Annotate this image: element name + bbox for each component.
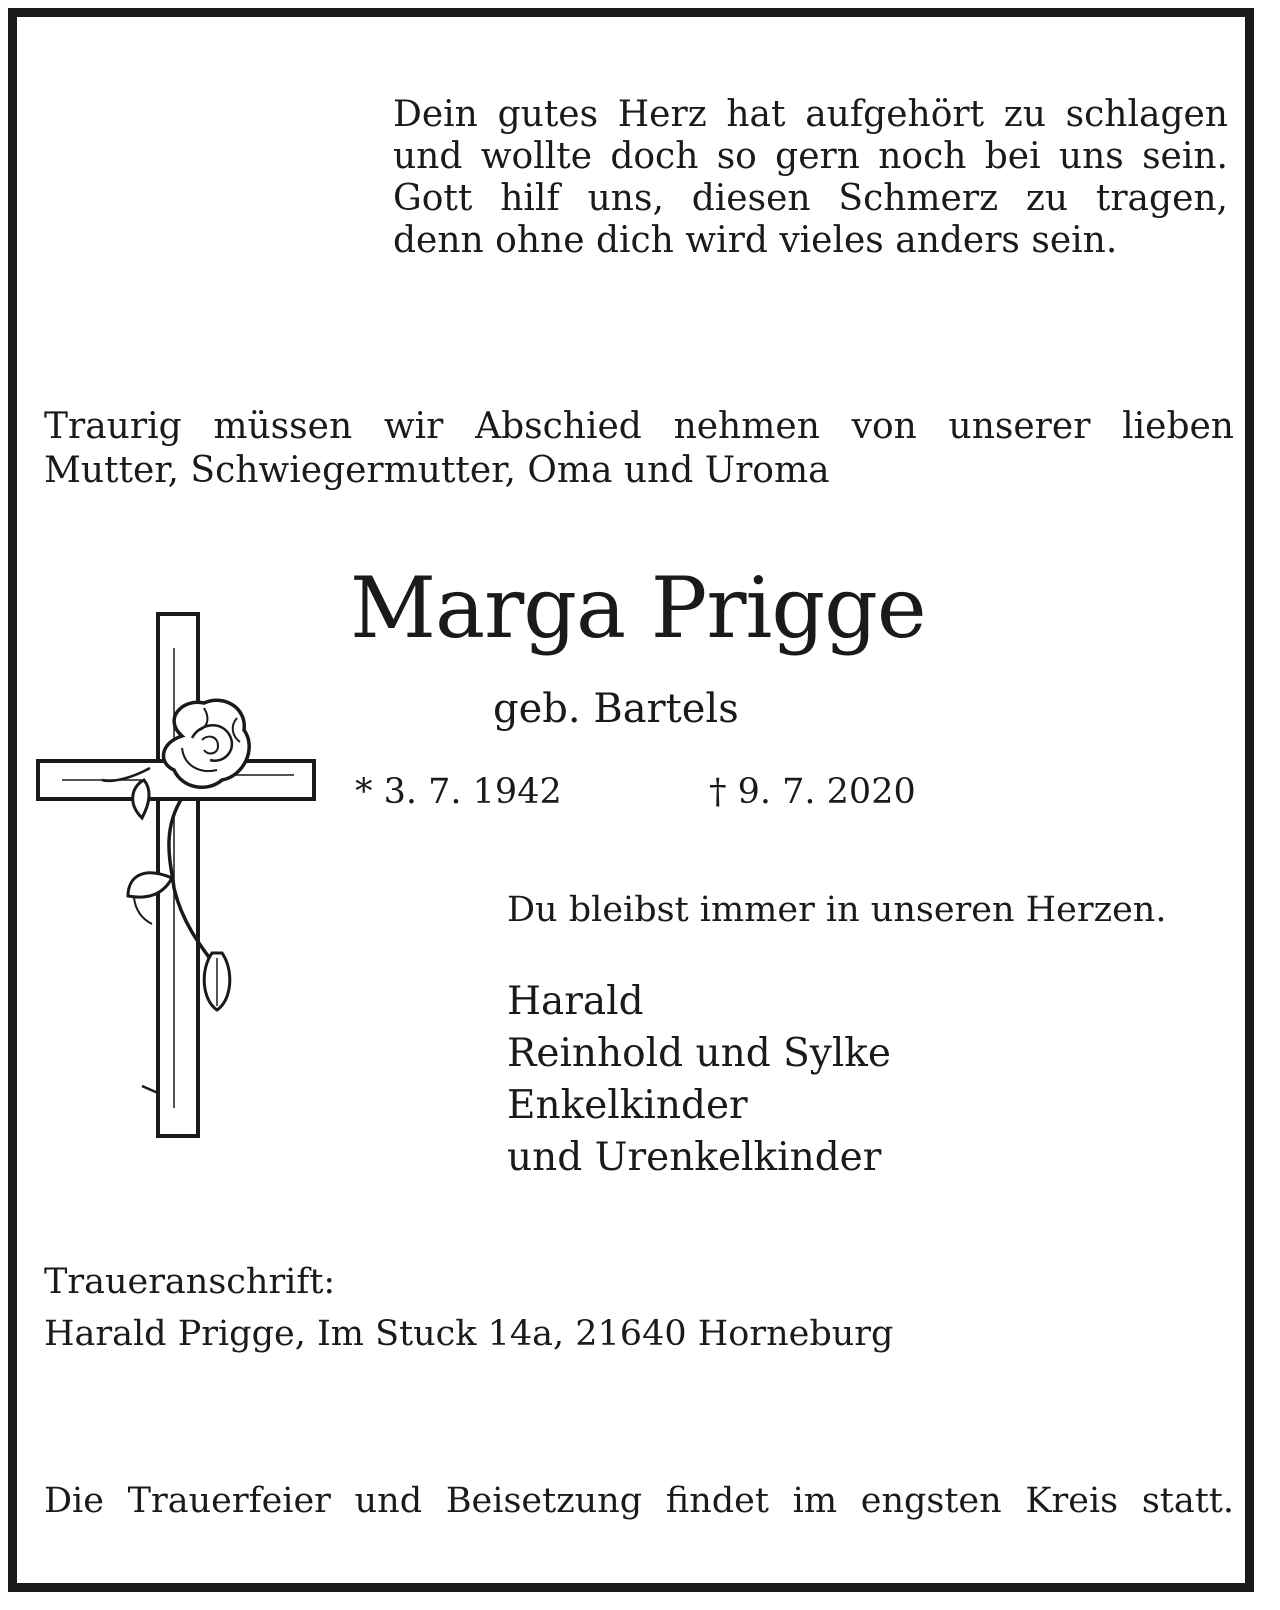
address-label: Traueranschrift: [44,1262,336,1302]
memorial-verse: Dein gutes Herz hat aufgehört zu schlagen und wollte doch so gern noch bei uns sein. Gott hilf uns, diesen Schmerz zu tragen, denn ohne dich wird vieles anders sein. [393,94,1228,261]
deceased-name: Marga Prigge [350,559,926,657]
mourner-item: Reinhold und Sylke [507,1031,892,1076]
death-date: † 9. 7. 2020 [709,772,916,812]
maiden-name: geb. Bartels [493,686,739,732]
farewell-intro: Traurig müssen wir Abschied nehmen von unserer lieben Mutter, Schwiegermutter, Oma und Uroma [44,406,1234,491]
mourner-item: und Urenkelkinder [507,1135,882,1180]
birth-date: * 3. 7. 1942 [355,772,562,812]
mourning-address: Harald Prigge, Im Stuck 14a, 21640 Horneburg [44,1314,894,1354]
mourners-list [507,976,891,1184]
motto-line: Du bleibst immer in unseren Herzen. [507,890,1167,930]
mourner-item: Harald [507,979,644,1024]
ceremony-note: Die Trauerfeier und Beisetzung findet im engsten Kreis statt. [44,1481,1234,1521]
mourner-item: Enkelkinder [507,1083,748,1128]
cross-with-rose-icon [32,608,332,1148]
life-dates [355,770,916,814]
